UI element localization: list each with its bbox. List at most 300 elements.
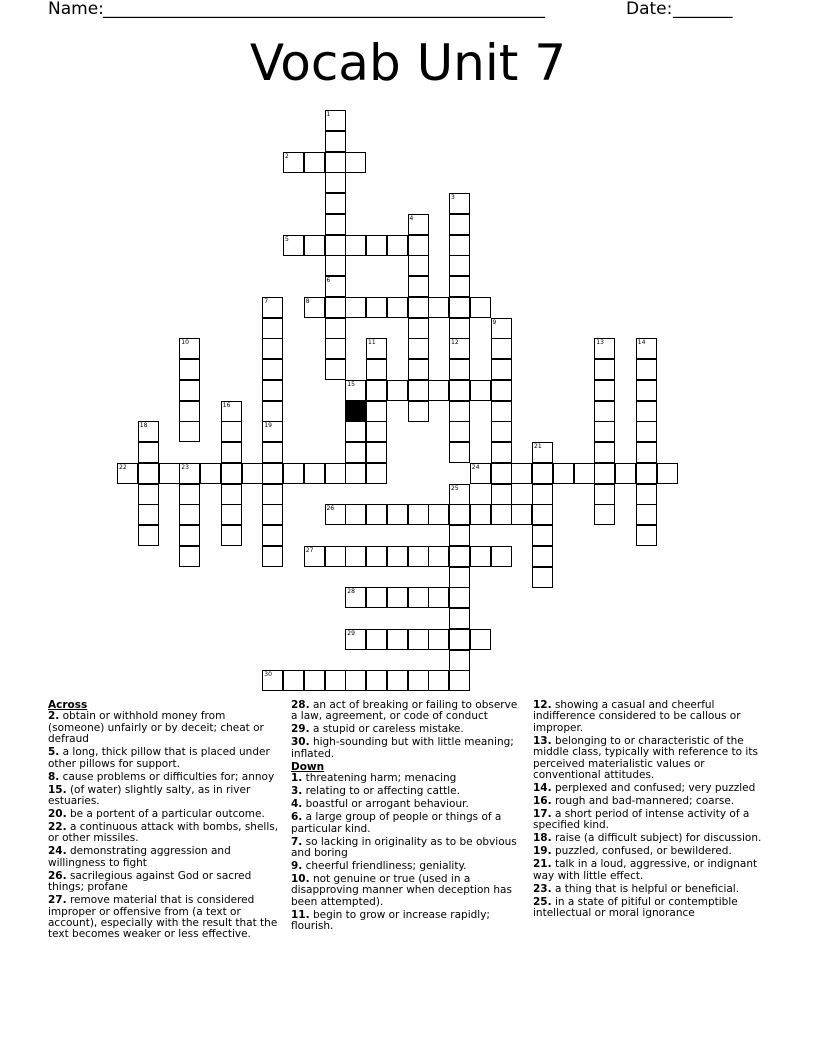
grid-cell[interactable] [408,629,429,650]
clue-number: 15. [48,783,67,796]
grid-cell[interactable] [325,235,346,256]
grid-cell[interactable] [345,380,366,401]
grid-cell[interactable] [636,463,657,484]
grid-cell[interactable] [262,525,283,546]
cell-number: 13 [596,339,604,347]
grid-cell[interactable] [366,504,387,525]
clue-text: cheerful friendliness; geniality. [302,860,467,873]
grid-cell[interactable] [345,504,366,525]
grid-cell[interactable] [345,421,366,442]
grid-cell[interactable] [262,504,283,525]
clue-number: 16. [533,795,552,808]
grid-cell[interactable] [325,110,346,131]
grid-cell[interactable] [221,401,242,422]
grid-cell[interactable] [491,484,512,505]
clue-number: 20. [48,808,67,821]
grid-cell[interactable] [387,235,408,256]
grid-cell[interactable] [470,546,491,567]
grid-cell[interactable] [179,338,200,359]
grid-cell[interactable] [159,463,180,484]
clues-column-3 [533,700,765,921]
grid-cell[interactable] [262,318,283,339]
grid-cell[interactable] [345,546,366,567]
clue-number: 3. [291,785,303,798]
clue-text: showing a casual and cheerful indifference considered to be callous or improper. [533,699,741,734]
grid-cell[interactable] [366,401,387,422]
grid-cell[interactable] [387,670,408,691]
grid-cell[interactable] [366,670,387,691]
grid-cell[interactable] [366,546,387,567]
grid-cell[interactable] [345,442,366,463]
clue-item [533,884,765,895]
grid-cell[interactable] [408,276,429,297]
clue-number: 2. [48,710,60,723]
grid-cell[interactable] [179,421,200,442]
grid-cell[interactable] [449,567,470,588]
clue-text: puzzled, confused, or bewildered. [551,845,732,858]
clue-number: 29. [291,723,310,736]
grid-cell[interactable] [491,421,512,442]
clue-item [291,737,523,760]
grid-cell[interactable] [449,629,470,650]
grid-cell[interactable] [366,587,387,608]
grid-cell[interactable] [491,401,512,422]
grid-cell[interactable] [449,525,470,546]
grid-cell[interactable] [636,484,657,505]
grid-cell[interactable] [449,380,470,401]
across-heading: Across [48,699,88,711]
grid-cell[interactable] [574,463,595,484]
clue-number: 30. [291,736,310,749]
clue-number: 14. [533,782,552,795]
grid-cell[interactable] [325,193,346,214]
clue-text: a large group of people or things of a particular kind. [291,811,502,835]
grid-cell[interactable] [636,421,657,442]
grid-cell[interactable] [179,463,200,484]
clue-number: 10. [291,873,310,886]
grid-cell[interactable] [636,359,657,380]
grid-cell[interactable] [221,484,242,505]
page-title: Vocab Unit 7 [249,34,567,92]
grid-cell[interactable] [262,380,283,401]
clue-number: 18. [533,832,552,845]
clue-item [291,799,523,810]
grid-cell[interactable] [636,525,657,546]
grid-cell[interactable] [325,131,346,152]
grid-cell[interactable] [449,255,470,276]
grid-cell[interactable] [408,380,429,401]
clue-text: an act of breaking or failing to observe a law, agreement, or code of conduct [291,699,518,723]
clue-text: be a portent of a particular outcome. [66,808,265,821]
clue-text: belonging to or characteristic of the middle class, typically with reference to its perceived materialistic values or conventional attitudes. [533,734,758,782]
grid-cell[interactable] [138,463,159,484]
grid-cell[interactable] [449,359,470,380]
grid-cell[interactable] [345,235,366,256]
grid-cell[interactable] [304,670,325,691]
grid-cell[interactable] [428,546,449,567]
cell-number: 1 [326,111,331,118]
cell-number: 25 [451,484,459,492]
grid-cell[interactable] [366,380,387,401]
grid-black-cell [345,401,366,422]
grid-cell[interactable] [532,463,553,484]
grid-cell[interactable] [408,318,429,339]
grid-cell[interactable] [470,504,491,525]
clue-item [533,897,765,920]
grid-cell[interactable] [345,670,366,691]
grid-cell[interactable] [449,214,470,235]
clue-text: relating to or affecting cattle. [302,785,460,798]
grid-cell[interactable] [594,463,615,484]
grid-cell[interactable] [408,670,429,691]
grid-cell[interactable] [408,255,429,276]
clue-number: 4. [291,798,303,811]
grid-cell[interactable] [387,380,408,401]
clue-number: 24. [48,845,67,858]
clue-number: 25. [533,895,552,908]
grid-cell[interactable] [325,359,346,380]
clue-number: 26. [48,869,67,882]
clue-item [48,711,280,745]
grid-cell[interactable] [179,401,200,422]
grid-cell[interactable] [179,504,200,525]
clue-number: 1. [291,772,303,785]
grid-cell[interactable] [594,401,615,422]
grid-cell[interactable] [221,421,242,442]
grid-cell[interactable] [179,380,200,401]
cell-number: 6 [326,277,331,284]
grid-cell[interactable] [262,484,283,505]
grid-cell[interactable] [325,318,346,339]
cell-number: 8 [305,297,310,305]
grid-cell[interactable] [449,401,470,422]
grid-cell[interactable] [408,546,429,567]
grid-cell[interactable] [366,421,387,442]
clue-text: so lacking in originality as to be obvious and boring [291,835,517,860]
grid-cell[interactable] [345,152,366,173]
clue-text: raise (a difficult subject) for discussion. [551,832,762,845]
clue-item [291,724,523,735]
grid-cell[interactable] [594,504,615,525]
grid-cell[interactable] [304,546,325,567]
grid-cell[interactable] [449,650,470,671]
grid-cell[interactable] [428,670,449,691]
grid-cell[interactable] [532,442,553,463]
grid-cell[interactable] [325,214,346,235]
grid-cell[interactable] [470,629,491,650]
grid-cell[interactable] [179,484,200,505]
clue-number: 17. [533,808,552,821]
clue-item [291,786,523,797]
grid-cell[interactable] [428,587,449,608]
grid-cell[interactable] [221,463,242,484]
grid-cell[interactable] [200,463,221,484]
grid-cell[interactable] [283,235,304,256]
grid-cell[interactable] [408,214,429,235]
grid-cell[interactable] [387,587,408,608]
grid-cell[interactable] [428,504,449,525]
grid-cell[interactable] [262,546,283,567]
grid-cell[interactable] [325,255,346,276]
grid-cell[interactable] [636,380,657,401]
grid-cell[interactable] [345,587,366,608]
clue-number: 13. [533,734,552,747]
grid-cell[interactable] [511,504,532,525]
cell-number: 21 [534,443,542,450]
grid-cell[interactable] [325,546,346,567]
grid-cell[interactable] [408,235,429,256]
grid-cell[interactable] [325,276,346,297]
clue-item [533,809,765,832]
grid-cell[interactable] [491,318,512,339]
grid-cell[interactable] [262,442,283,463]
grid-cell[interactable] [449,484,470,505]
clue-text: begin to grow or increase rapidly; flourish. [291,908,490,933]
clue-number: 21. [533,858,552,871]
grid-cell[interactable] [366,463,387,484]
grid-cell[interactable] [325,463,346,484]
grid-cell[interactable] [594,380,615,401]
grid-cell[interactable] [262,670,283,691]
grid-cell[interactable] [532,484,553,505]
clue-item [291,812,523,835]
cell-number: 7 [264,297,269,305]
grid-cell[interactable] [325,152,346,173]
date-label: Date: [626,0,673,19]
cell-number: 11 [368,339,376,347]
cell-number: 12 [451,339,459,347]
cell-number: 23 [181,463,189,471]
grid-cell[interactable] [221,504,242,525]
grid-cell[interactable] [428,629,449,650]
name-field[interactable]: ____________________________________________________ [103,0,545,19]
grid-cell[interactable] [636,401,657,422]
grid-cell[interactable] [262,463,283,484]
clue-item [291,700,523,723]
clue-text: demonstrating aggression and willingness to fight [48,845,231,869]
clue-text: high-sounding but with little meaning; inflated. [291,736,514,760]
grid-cell[interactable] [262,338,283,359]
grid-cell[interactable] [636,504,657,525]
grid-cell[interactable] [366,297,387,318]
cell-number: 5 [285,235,289,243]
clue-item [291,837,523,860]
grid-cell[interactable] [325,172,346,193]
grid-cell[interactable] [179,525,200,546]
across-clue-list-continued [291,700,523,760]
grid-cell[interactable] [491,463,512,484]
grid-cell[interactable] [470,380,491,401]
grid-cell[interactable] [449,318,470,339]
grid-cell[interactable] [594,359,615,380]
grid-cell[interactable] [491,442,512,463]
grid-cell[interactable] [262,401,283,422]
grid-cell[interactable] [304,235,325,256]
clue-number: 8. [48,770,60,783]
clue-number: 5. [48,746,60,759]
grid-cell[interactable] [449,504,470,525]
grid-cell[interactable] [491,338,512,359]
clue-text: a long, thick pillow that is placed under other pillows for support. [48,746,270,770]
grid-cell[interactable] [553,463,574,484]
cell-number: 4 [409,214,414,222]
grid-cell[interactable] [221,525,242,546]
grid-cell[interactable] [449,608,470,629]
grid-cell[interactable] [594,421,615,442]
grid-cell[interactable] [304,463,325,484]
grid-cell[interactable] [366,359,387,380]
grid-cell[interactable] [428,380,449,401]
cell-number: 29 [347,629,355,637]
grid-cell[interactable] [532,567,553,588]
grid-cell[interactable] [470,463,491,484]
clue-text: talk in a loud, aggressive, or indignant way with little effect. [533,858,758,882]
grid-cell[interactable] [636,442,657,463]
cell-number: 22 [119,463,127,471]
clue-item [48,871,280,894]
grid-cell[interactable] [408,587,429,608]
grid-cell[interactable] [138,442,159,463]
grid-cell[interactable] [283,463,304,484]
grid-cell[interactable] [325,338,346,359]
clue-text: a stupid or careless mistake. [309,723,464,736]
down-heading: Down [291,760,325,773]
clue-item [291,773,523,784]
clue-number: 7. [291,835,303,848]
clue-text: sacrilegious against God or sacred things; profane [48,869,252,894]
grid-cell[interactable] [470,297,491,318]
clue-number: 22. [48,821,67,834]
grid-cell[interactable] [408,359,429,380]
grid-cell[interactable] [636,338,657,359]
grid-cell[interactable] [387,546,408,567]
grid-cell[interactable] [449,442,470,463]
grid-cell[interactable] [138,421,159,442]
down-clue-list-continued [533,700,765,920]
grid-cell[interactable] [491,546,512,567]
grid-cell[interactable] [366,338,387,359]
grid-cell[interactable] [345,463,366,484]
cell-number: 26 [326,505,335,513]
grid-cell[interactable] [491,504,512,525]
clue-number: 28. [291,699,310,711]
grid-cell[interactable] [594,442,615,463]
grid-cell[interactable] [304,297,325,318]
grid-cell[interactable] [511,463,532,484]
grid-cell[interactable] [117,463,138,484]
grid-cell[interactable] [325,504,346,525]
grid-cell[interactable] [345,629,366,650]
grid-cell[interactable] [532,525,553,546]
grid-cell[interactable] [615,463,636,484]
clue-item [533,700,765,734]
grid-cell[interactable] [366,629,387,650]
grid-cell[interactable] [345,297,366,318]
grid-cell[interactable] [449,338,470,359]
clue-number: 23. [533,882,552,895]
grid-cell[interactable] [408,401,429,422]
grid-cell[interactable] [138,504,159,525]
grid-cell[interactable] [138,525,159,546]
cell-number: 30 [264,671,272,679]
cell-number: 2 [285,152,289,160]
grid-cell[interactable] [449,421,470,442]
clue-item [533,796,765,807]
grid-cell[interactable] [325,297,346,318]
clue-text: obtain or withhold money from (someone) unfairly or by deceit; cheat or defraud [48,710,264,746]
clue-number: 9. [291,860,303,873]
grid-cell[interactable] [449,235,470,256]
grid-cell[interactable] [594,484,615,505]
cell-number: 27 [305,546,314,554]
grid-cell[interactable] [449,297,470,318]
grid-cell[interactable] [366,235,387,256]
cell-number: 15 [347,380,355,388]
grid-cell[interactable] [491,380,512,401]
grid-cell[interactable] [283,152,304,173]
grid-cell[interactable] [428,297,449,318]
grid-cell[interactable] [387,504,408,525]
clue-item [48,895,280,941]
grid-cell[interactable] [408,297,429,318]
grid-cell[interactable] [408,338,429,359]
grid-cell[interactable] [532,504,553,525]
clue-item [533,736,765,782]
grid-cell[interactable] [491,359,512,380]
across-clue-list [48,711,280,940]
grid-cell[interactable] [657,463,678,484]
clues-column-1 [48,700,280,942]
grid-cell[interactable] [449,546,470,567]
grid-cell[interactable] [262,421,283,442]
down-clue-list [291,773,523,932]
grid-cell[interactable] [366,442,387,463]
grid-cell[interactable] [449,670,470,691]
clue-number: 27. [48,894,67,907]
cell-number: 28 [347,588,355,596]
grid-cell[interactable] [387,629,408,650]
clue-item [291,861,523,872]
grid-cell[interactable] [262,359,283,380]
grid-cell[interactable] [387,297,408,318]
clue-number: 12. [533,699,552,711]
grid-cell[interactable] [449,276,470,297]
grid-cell[interactable] [304,152,325,173]
grid-cell[interactable] [179,546,200,567]
clue-item [533,833,765,844]
clue-item [48,747,280,770]
clue-item [48,772,280,783]
grid-cell[interactable] [179,359,200,380]
grid-cell[interactable] [138,484,159,505]
grid-cell[interactable] [449,193,470,214]
cell-number: 9 [492,318,497,326]
grid-cell[interactable] [408,504,429,525]
grid-cell[interactable] [242,463,263,484]
grid-cell[interactable] [283,670,304,691]
clue-number: 11. [291,908,310,921]
grid-cell[interactable] [449,587,470,608]
grid-cell[interactable] [532,546,553,567]
grid-cell[interactable] [262,297,283,318]
clue-text: (of water) slightly salty, as in river estuaries. [48,783,251,808]
date-field[interactable]: _______ [673,0,733,19]
grid-cell[interactable] [594,338,615,359]
clue-item [533,859,765,882]
grid-cell[interactable] [221,442,242,463]
grid-cell[interactable] [325,670,346,691]
clue-text: cause problems or difficulties for; annoy [59,770,275,783]
